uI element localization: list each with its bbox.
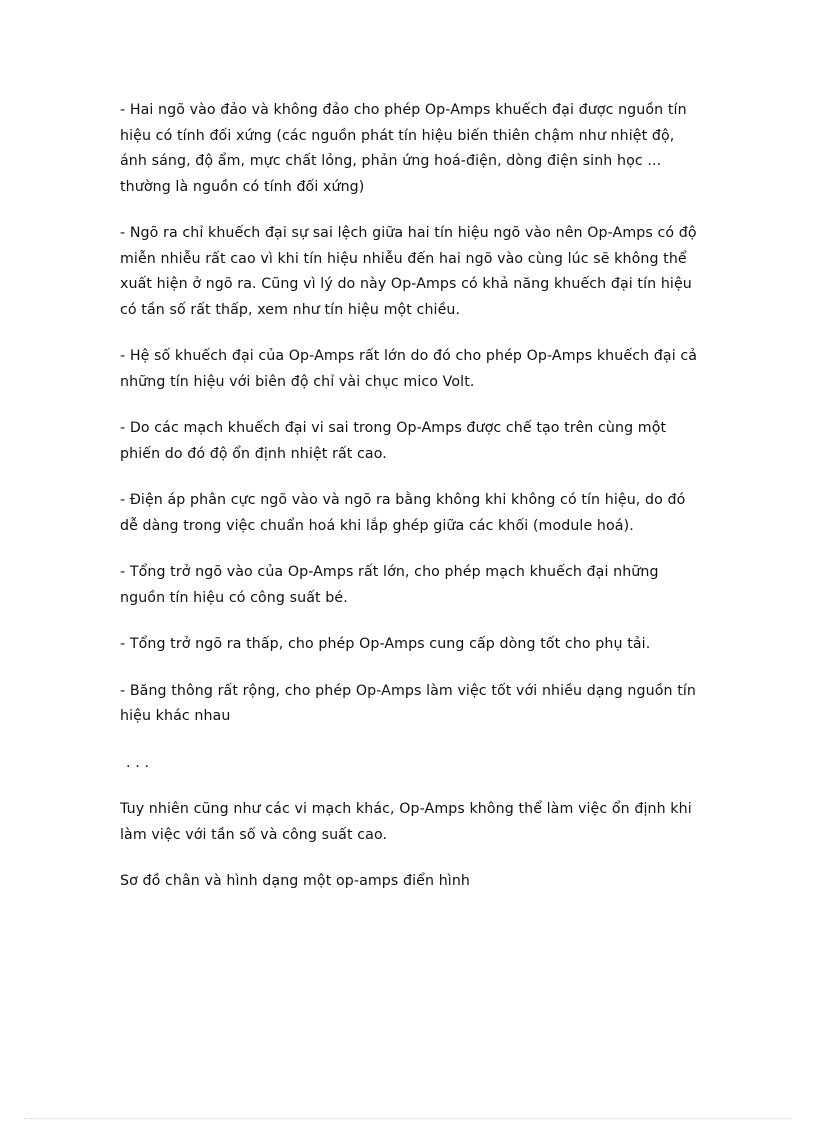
paragraph-thermal-stability: - Do các mạch khuếch đại vi sai trong Op-Amps được chế tạo trên cùng một phiến do đó độ ổn định nhiệt rất cao.	[120, 420, 667, 462]
paragraph-limitations: Tuy nhiên cũng như các vi mạch khác, Op-Amps không thể làm việc ổn định khi làm việc với tần số và công suất cao.	[120, 801, 692, 843]
document-body	[120, 98, 700, 916]
paragraph-output-impedance: - Tổng trở ngõ ra thấp, cho phép Op-Amps cung cấp dòng tốt cho phụ tải.	[120, 636, 651, 652]
paragraph-ellipsis: . . .	[126, 754, 150, 771]
paragraph-noise-immunity: - Ngõ ra chỉ khuếch đại sự sai lệch giữa hai tín hiệu ngõ vào nên Op-Amps có độ miễn nhiễu rất cao vì khi tín hiệu nhiễu đến hai ngõ vào cùng lúc sẽ không thể xuất hiện ở ngõ ra. Cũng vì lý do này Op-Amps có khả năng khuếch đại tín hiệu có tần số rất thấp, xem như tín hiệu một chiều.	[120, 225, 697, 318]
paragraph-input-impedance: - Tổng trở ngõ vào của Op-Amps rất lớn, cho phép mạch khuếch đại những nguồn tín hiệu có công suất bé.	[120, 564, 659, 606]
paragraph-bias-voltage: - Điện áp phân cực ngõ vào và ngõ ra bằng không khi không có tín hiệu, do đó dễ dàng trong việc chuẩn hoá khi lắp ghép giữa các khối (module hoá).	[120, 492, 686, 534]
paragraph-pinout-caption: Sơ đồ chân và hình dạng một op-amps điển hình	[120, 873, 471, 889]
footer-divider	[24, 1118, 792, 1119]
paragraph-symmetric-inputs: - Hai ngõ vào đảo và không đảo cho phép Op-Amps khuếch đại được nguồn tín hiệu có tính đối xứng (các nguồn phát tín hiệu biến thiên chậm như nhiệt độ, ánh sáng, độ ẩm, mực chất lỏng, phản ứng hoá-điện, dòng điện sinh học ... thường là nguồn có tính đối xứng)	[120, 102, 687, 195]
paragraph-bandwidth: - Băng thông rất rộng, cho phép Op-Amps làm việc tốt với nhiều dạng nguồn tín hiệu khác nhau	[120, 682, 696, 724]
paragraph-gain: - Hệ số khuếch đại của Op-Amps rất lớn do đó cho phép Op-Amps khuếch đại cả những tín hiệu với biên độ chỉ vài chục mico Volt.	[120, 348, 698, 390]
